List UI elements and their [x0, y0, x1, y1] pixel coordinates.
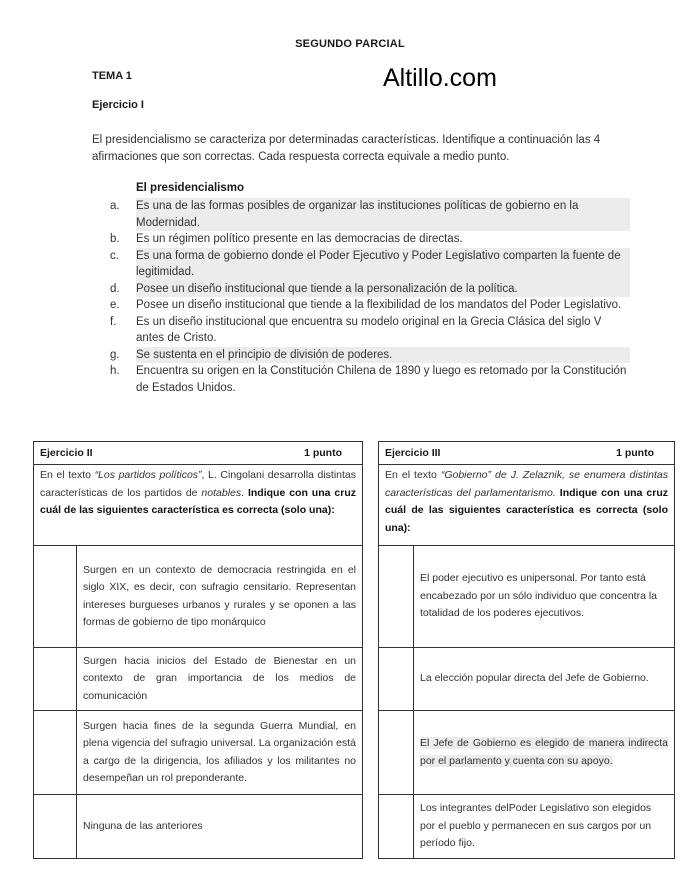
item-text: Es un diseño institucional que encuentra su modelo original en la Grecia Clásica del siglo V antes de Cristo. [136, 315, 602, 344]
ejercicio3-points: 1 punto [616, 447, 654, 459]
ejercicio2-panel [33, 441, 363, 859]
ejercicio1-heading: Ejercicio I [92, 99, 144, 111]
desc-italic: notables [201, 486, 242, 499]
item-letter: g. [110, 348, 120, 361]
list-item [110, 281, 630, 298]
list-item [110, 314, 630, 347]
option-row [379, 648, 675, 711]
item-letter: e. [110, 299, 120, 311]
item-text: Es una forma de gobierno donde el Poder Ejecutivo y Poder Legislativo comparten la fuente de legitimidad. [136, 248, 630, 281]
option-text: Ninguna de las anteriores [77, 795, 363, 859]
item-text: Posee un diseño institucional que tiende a la flexibilidad de los mandatos del Poder Legislativo. [136, 299, 622, 311]
desc-bold: Indique con una cruz cuál de las siguientes característica es correcta (solo una): [385, 486, 669, 534]
option-row [379, 711, 675, 795]
item-letter: b. [110, 233, 120, 245]
option-text [414, 711, 675, 795]
item-letter: d. [110, 282, 120, 295]
option-highlight: El Jefe de Gobierno es elegido de manera indirecta por el parlamento y cuenta con su apoyo. [420, 737, 668, 767]
option-text: Surgen hacia fines de la segunda Guerra Mundial, en plena vigencia del sufragio universal. La organización está a cargo de la dirigencia, los afiliados y los militantes no desempeñan un rol preponderante. [77, 711, 363, 795]
option-text: El poder ejecutivo es unipersonal. Por tanto está encabezado por un sólo individuo que concentra la totalidad de los poderes ejecutivos. [414, 546, 675, 648]
option-text: Los integrantes delPoder Legislativo son elegidos por el pueblo y permanecen en sus cargos por un período fijo. [414, 795, 675, 859]
page-title: SEGUNDO PARCIAL [295, 38, 405, 50]
option-row [34, 546, 363, 648]
item-text: Es una de las formas posibles de organizar las instituciones políticas de gobierno en la Modernidad. [136, 198, 630, 231]
ejercicio3-panel [378, 441, 675, 859]
desc-italic: “Los partidos políticos” [94, 469, 202, 481]
desc-bold: Indique con una cruz cuál de las siguientes característica es correcta (solo una): [40, 486, 356, 516]
ejercicio2-points: 1 punto [304, 447, 342, 459]
item-text: Es un régimen político presente en las democracias de directas. [136, 233, 463, 245]
list-item [110, 363, 630, 396]
option-row [34, 711, 363, 795]
desc-italic: “Gobierno” de J. Zelaznik, se enumera distintas características del parlamentarismo. [385, 469, 669, 499]
item-letter: f. [110, 315, 117, 328]
answer-checkbox[interactable] [34, 648, 77, 711]
option-row [379, 546, 675, 648]
option-row [34, 648, 363, 711]
list-item [110, 248, 630, 281]
ejercicio2-description [33, 465, 363, 545]
list-item [110, 231, 630, 248]
list-item [110, 347, 630, 364]
desc-text: En el texto [40, 469, 95, 481]
ejercicio3-description [378, 465, 675, 545]
ejercicio3-heading: Ejercicio III [385, 447, 441, 459]
option-row [34, 795, 363, 859]
ejercicio1-intro: El presidencialismo se caracteriza por determinadas características. Identifique a continuación las 4 afirmaciones que son correctas. Cada respuesta correcta equivale a medio punto. [92, 134, 601, 163]
item-letter: h. [110, 365, 120, 377]
answer-checkbox[interactable] [34, 546, 77, 648]
desc-text: En el texto [385, 469, 441, 481]
item-letter: a. [110, 200, 120, 212]
answer-checkbox[interactable] [379, 711, 414, 795]
list-heading: El presidencialismo [136, 182, 245, 194]
option-text: La elección popular directa del Jefe de Gobierno. [414, 648, 675, 711]
ejercicio2-header [33, 441, 363, 465]
ejercicio3-options [378, 545, 675, 859]
option-text: Surgen hacia inicios del Estado de Bienestar en un contexto de gran importancia de los medios de comunicación [77, 648, 363, 711]
answer-checkbox[interactable] [379, 648, 414, 711]
item-letter: c. [110, 249, 119, 262]
list-item [110, 297, 630, 314]
list-item [110, 198, 630, 231]
item-text: Encuentra su origen en la Constitución Chilena de 1890 y luego es retomado por la Constitución de Estados Unidos. [136, 365, 627, 394]
watermark: Altillo.com [383, 64, 497, 92]
ejercicio2-heading: Ejercicio II [40, 447, 93, 459]
item-text: Se sustenta en el principio de división de poderes. [136, 347, 630, 364]
item-text: Posee un diseño institucional que tiende a la personalización de la política. [136, 281, 630, 298]
tema-heading: TEMA 1 [92, 70, 132, 82]
ejercicio1-list [110, 198, 630, 396]
answer-checkbox[interactable] [34, 711, 77, 795]
ejercicio2-options [33, 545, 363, 859]
answer-checkbox[interactable] [379, 795, 414, 859]
desc-text: , L. Cingolani desarrolla distintas características de los partidos de [40, 469, 356, 499]
ejercicio3-header [378, 441, 675, 465]
answer-checkbox[interactable] [379, 546, 414, 648]
desc-text: . [241, 486, 248, 499]
answer-checkbox[interactable] [34, 795, 77, 859]
option-text: Surgen en un contexto de democracia restringida en el siglo XIX, es decir, con sufragio censitario. Representan intereses burgueses urbanos y rurales y se oponen a las formas de gobierno de tipo monárquico [77, 546, 363, 648]
option-row [379, 795, 675, 859]
